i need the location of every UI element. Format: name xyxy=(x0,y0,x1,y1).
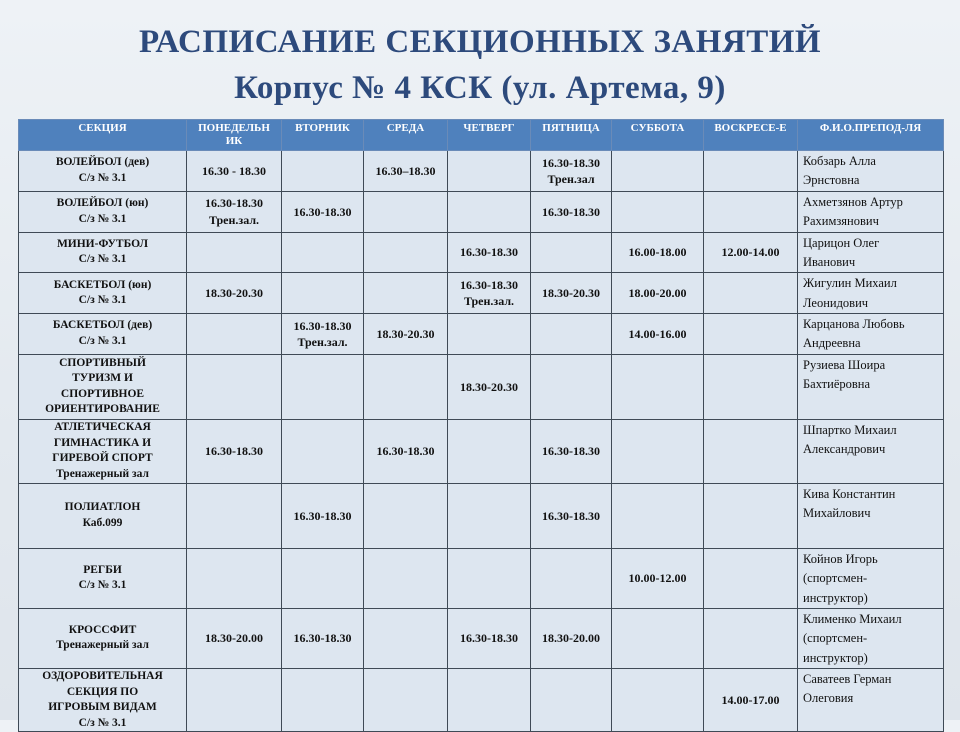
time-cell-tuesday: 16.30-18.30 Трен.зал. xyxy=(282,314,364,355)
time-cell-saturday xyxy=(612,419,704,483)
time-cell-sunday xyxy=(704,314,798,355)
table-row xyxy=(19,669,944,732)
time-cell-saturday xyxy=(612,191,704,232)
time-cell-sunday: 14.00-17.00 xyxy=(704,669,798,732)
time-cell-saturday xyxy=(612,151,704,192)
time-cell-tuesday xyxy=(282,548,364,608)
time-cell-sunday xyxy=(704,548,798,608)
table-row xyxy=(19,608,944,668)
time-cell-thursday xyxy=(448,548,531,608)
time-cell-sunday: 12.00-14.00 xyxy=(704,232,798,273)
section-cell: ВОЛЕЙБОЛ (дев) С/з № 3.1 xyxy=(19,151,187,192)
time-cell-tuesday: 16.30-18.30 xyxy=(282,608,364,668)
section-cell: ПОЛИАТЛОН Каб.099 xyxy=(19,483,187,548)
time-cell-thursday: 16.30-18.30 xyxy=(448,608,531,668)
time-cell-friday xyxy=(531,314,612,355)
time-cell-friday xyxy=(531,669,612,732)
column-header-sunday: ВОСКРЕСЕ-Е xyxy=(704,120,798,151)
time-cell-sunday xyxy=(704,419,798,483)
time-cell-sunday xyxy=(704,354,798,419)
time-cell-friday: 18.30-20.00 xyxy=(531,608,612,668)
section-cell: БАСКЕТБОЛ (дев) С/з № 3.1 xyxy=(19,314,187,355)
time-cell-wednesday xyxy=(364,273,448,314)
teacher-cell: Рузиева Шоира Бахтиёровна xyxy=(798,354,944,419)
section-cell: МИНИ-ФУТБОЛ С/з № 3.1 xyxy=(19,232,187,273)
time-cell-monday: 18.30-20.00 xyxy=(187,608,282,668)
time-cell-thursday: 18.30-20.30 xyxy=(448,354,531,419)
time-cell-monday xyxy=(187,354,282,419)
column-header-wednesday: СРЕДА xyxy=(364,120,448,151)
table-row xyxy=(19,483,944,548)
section-cell: СПОРТИВНЫЙ ТУРИЗМ И СПОРТИВНОЕ ОРИЕНТИРОВАНИЕ xyxy=(19,354,187,419)
time-cell-thursday xyxy=(448,191,531,232)
time-cell-tuesday xyxy=(282,669,364,732)
time-cell-wednesday xyxy=(364,548,448,608)
time-cell-saturday: 18.00-20.00 xyxy=(612,273,704,314)
time-cell-wednesday xyxy=(364,669,448,732)
time-cell-saturday xyxy=(612,354,704,419)
time-cell-sunday xyxy=(704,151,798,192)
section-cell: БАСКЕТБОЛ (юн) С/з № 3.1 xyxy=(19,273,187,314)
time-cell-saturday xyxy=(612,608,704,668)
section-cell: ОЗДОРОВИТЕЛЬНАЯ СЕКЦИЯ ПО ИГРОВЫМ ВИДАМ С/з № 3.1 xyxy=(19,669,187,732)
teacher-cell: Ахметзянов Артур Рахимзянович xyxy=(798,191,944,232)
time-cell-friday: 16.30-18.30 xyxy=(531,419,612,483)
table-row xyxy=(19,151,944,192)
teacher-cell: Кобзарь Алла Эрнстовна xyxy=(798,151,944,192)
time-cell-thursday: 16.30-18.30 Трен.зал. xyxy=(448,273,531,314)
time-cell-monday xyxy=(187,548,282,608)
page-subtitle: Корпус № 4 КСК (ул. Артема, 9) xyxy=(234,70,726,106)
column-header-teacher: Ф.И.О.ПРЕПОД-ЛЯ xyxy=(798,120,944,151)
time-cell-thursday xyxy=(448,483,531,548)
time-cell-friday: 16.30-18.30 xyxy=(531,483,612,548)
time-cell-saturday xyxy=(612,483,704,548)
time-cell-monday: 16.30-18.30 Трен.зал. xyxy=(187,191,282,232)
column-header-saturday: СУББОТА xyxy=(612,120,704,151)
column-header-friday: ПЯТНИЦА xyxy=(531,120,612,151)
time-cell-tuesday xyxy=(282,151,364,192)
table-row xyxy=(19,273,944,314)
time-cell-sunday xyxy=(704,191,798,232)
time-cell-friday: 18.30-20.30 xyxy=(531,273,612,314)
time-cell-tuesday xyxy=(282,419,364,483)
time-cell-tuesday: 16.30-18.30 xyxy=(282,483,364,548)
table-row xyxy=(19,191,944,232)
time-cell-thursday xyxy=(448,151,531,192)
teacher-cell: Карцанова Любовь Андреевна xyxy=(798,314,944,355)
column-header-monday: ПОНЕДЕЛЬН ИК xyxy=(187,120,282,151)
time-cell-wednesday xyxy=(364,191,448,232)
teacher-cell: Саватеев Герман Олеговия xyxy=(798,669,944,732)
time-cell-tuesday: 16.30-18.30 xyxy=(282,191,364,232)
time-cell-wednesday xyxy=(364,354,448,419)
time-cell-monday xyxy=(187,483,282,548)
table-row xyxy=(19,419,944,483)
time-cell-wednesday xyxy=(364,608,448,668)
time-cell-thursday xyxy=(448,669,531,732)
section-cell: ВОЛЕЙБОЛ (юн) С/з № 3.1 xyxy=(19,191,187,232)
table-row xyxy=(19,314,944,355)
time-cell-monday xyxy=(187,669,282,732)
teacher-cell: Койнов Игорь (спортсмен- инструктор) xyxy=(798,548,944,608)
time-cell-saturday xyxy=(612,669,704,732)
column-header-section: СЕКЦИЯ xyxy=(19,120,187,151)
time-cell-monday xyxy=(187,314,282,355)
table-row xyxy=(19,354,944,419)
teacher-cell: Жигулин Михаил Леонидович xyxy=(798,273,944,314)
time-cell-friday: 16.30-18.30 Трен.зал xyxy=(531,151,612,192)
section-cell: АТЛЕТИЧЕСКАЯ ГИМНАСТИКА И ГИРЕВОЙ СПОРТ Тренажерный зал xyxy=(19,419,187,483)
time-cell-sunday xyxy=(704,608,798,668)
table-row xyxy=(19,232,944,273)
schedule-table xyxy=(18,119,944,732)
column-header-thursday: ЧЕТВЕРГ xyxy=(448,120,531,151)
teacher-cell: Шпартко Михаил Александрович xyxy=(798,419,944,483)
column-header-tuesday: ВТОРНИК xyxy=(282,120,364,151)
section-cell: РЕГБИ С/з № 3.1 xyxy=(19,548,187,608)
time-cell-sunday xyxy=(704,273,798,314)
page-title: РАСПИСАНИЕ СЕКЦИОННЫХ ЗАНЯТИЙ xyxy=(138,24,822,60)
table-header-row xyxy=(19,120,944,151)
time-cell-monday xyxy=(187,232,282,273)
time-cell-friday: 16.30-18.30 xyxy=(531,191,612,232)
time-cell-tuesday xyxy=(282,232,364,273)
teacher-cell: Кива Константин Михайлович xyxy=(798,483,944,548)
time-cell-wednesday: 16.30–18.30 xyxy=(364,151,448,192)
time-cell-tuesday xyxy=(282,273,364,314)
time-cell-friday xyxy=(531,232,612,273)
table-row xyxy=(19,548,944,608)
time-cell-wednesday: 16.30-18.30 xyxy=(364,419,448,483)
time-cell-saturday: 16.00-18.00 xyxy=(612,232,704,273)
time-cell-saturday: 14.00-16.00 xyxy=(612,314,704,355)
time-cell-tuesday xyxy=(282,354,364,419)
time-cell-monday: 16.30-18.30 xyxy=(187,419,282,483)
time-cell-friday xyxy=(531,354,612,419)
time-cell-wednesday xyxy=(364,232,448,273)
time-cell-wednesday: 18.30-20.30 xyxy=(364,314,448,355)
teacher-cell: Клименко Михаил (спортсмен- инструктор) xyxy=(798,608,944,668)
time-cell-saturday: 10.00-12.00 xyxy=(612,548,704,608)
teacher-cell: Царицон Олег Иванович xyxy=(798,232,944,273)
time-cell-wednesday xyxy=(364,483,448,548)
time-cell-monday: 16.30 - 18.30 xyxy=(187,151,282,192)
time-cell-thursday xyxy=(448,419,531,483)
time-cell-sunday xyxy=(704,483,798,548)
time-cell-friday xyxy=(531,548,612,608)
section-cell: КРОССФИТ Тренажерный зал xyxy=(19,608,187,668)
time-cell-thursday xyxy=(448,314,531,355)
time-cell-monday: 18.30-20.30 xyxy=(187,273,282,314)
time-cell-thursday: 16.30-18.30 xyxy=(448,232,531,273)
